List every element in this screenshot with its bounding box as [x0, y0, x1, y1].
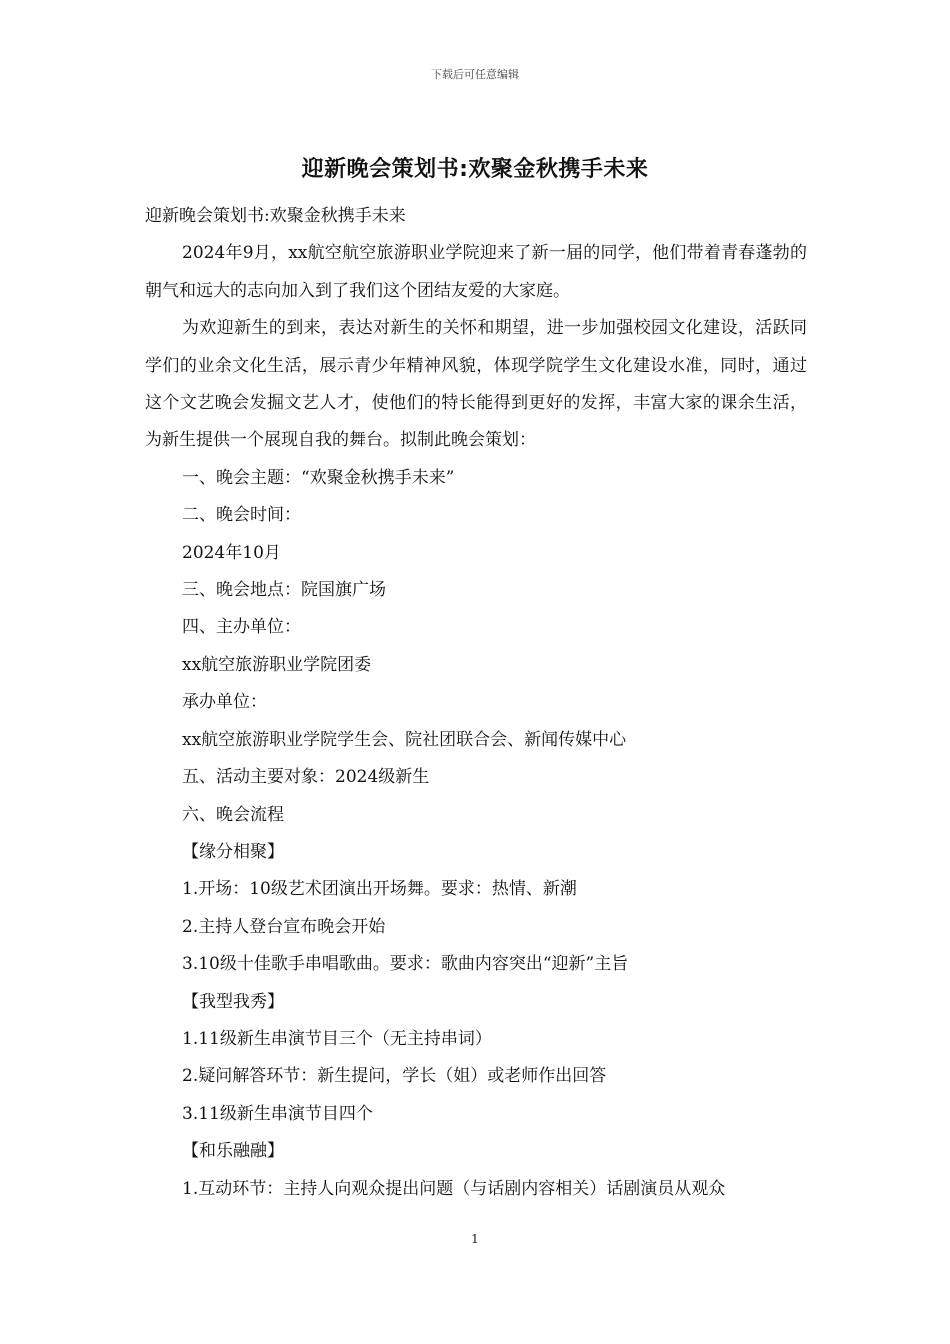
section-time: 二、晚会时间： — [182, 505, 301, 526]
segment-heading-3: 【和乐融融】 — [182, 1141, 284, 1162]
time-value: 2024年10月 — [182, 542, 281, 563]
header-note: 下载后可任意编辑 — [431, 68, 519, 81]
purpose-paragraph: 为欢迎新生的到来，表达对新生的关怀和期望，进一步加强校园文化建设，活跃同学们的业余文化生活，展示青少年精神风貌，体现学院学生文化建设水准，同时，通过这个文艺晚会发掘文艺人才，使他们的特长能得到更好的发挥，丰富大家的课余生活，为新生提供一个展现自我的舞台。拟制此晚会策划： — [145, 318, 807, 451]
section-theme: 一、晚会主题：“欢聚金秋携手未来” — [182, 467, 455, 488]
list-item: 1.11级新生串演节目三个（无主持串词） — [182, 1028, 492, 1049]
section-audience: 五、活动主要对象：2024级新生 — [182, 767, 430, 788]
list-item: 3.11级新生串演节目四个 — [182, 1103, 373, 1124]
subtitle-paragraph: 迎新晚会策划书:欢聚金秋携手未来 — [145, 206, 406, 226]
intro-paragraph: 2024年9月，xx航空航空旅游职业学院迎来了新一届的同学，他们带着青春蓬勃的朝气和远大的志向加入到了我们这个团结友爱的大家庭。 — [145, 243, 807, 301]
section-process: 六、晚会流程 — [182, 804, 284, 825]
page-number: 1 — [471, 1232, 479, 1246]
segment-heading-1: 【缘分相聚】 — [182, 841, 284, 862]
list-item: 2.疑问解答环节：新生提问，学长（姐）或老师作出回答 — [182, 1066, 607, 1087]
list-item: 1.互动环节：主持人向观众提出问题（与话剧内容相关）话剧演员从观众 — [182, 1178, 726, 1199]
co-organizer-value: xx航空旅游职业学院学生会、院社团联合会、新闻传媒中心 — [182, 729, 627, 750]
list-item: 3.10级十佳歌手串唱歌曲。要求：歌曲内容突出“迎新”主旨 — [182, 954, 629, 975]
list-item: 2.主持人登台宣布晚会开始 — [182, 916, 386, 937]
co-organizer-label: 承办单位： — [182, 692, 267, 713]
segment-heading-2: 【我型我秀】 — [182, 991, 284, 1012]
section-organizer: 四、主办单位： — [182, 617, 301, 638]
section-venue: 三、晚会地点：院国旗广场 — [182, 580, 386, 601]
document-body — [145, 198, 807, 1208]
organizer-value: xx航空旅游职业学院团委 — [182, 654, 372, 675]
list-item: 1.开场：10级艺术团演出开场舞。要求：热情、新潮 — [182, 879, 577, 900]
document-title: 迎新晚会策划书:欢聚金秋携手未来 — [301, 157, 649, 182]
